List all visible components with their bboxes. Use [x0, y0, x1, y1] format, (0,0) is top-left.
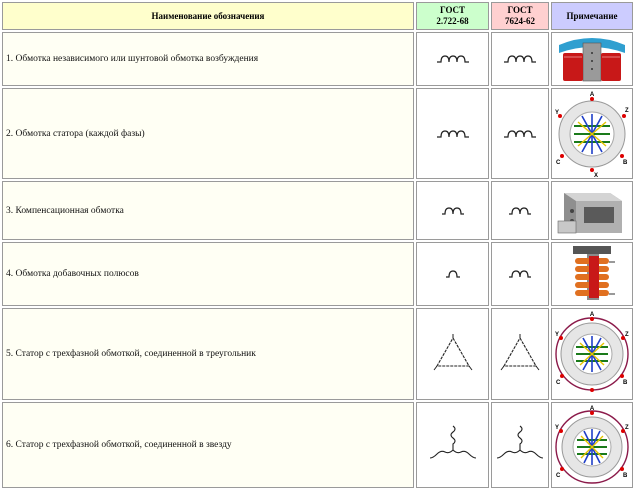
- delta-connection-icon: [433, 334, 473, 374]
- symbol-gost-7624: [491, 181, 549, 240]
- terminal-label: C: [556, 473, 561, 479]
- symbol-gost-7624: [491, 308, 549, 400]
- coil-1-arc-icon: [445, 268, 461, 280]
- table-row: [2, 242, 633, 306]
- stator-delta-illustration: [552, 310, 632, 398]
- terminal-label: B: [623, 159, 628, 166]
- coil-3-arcs-icon: [503, 53, 537, 65]
- star-connection-icon: [496, 424, 544, 466]
- field-pole-illustration: [555, 33, 629, 85]
- note-illustration: [551, 32, 633, 86]
- symbol-gost-7624: [491, 242, 549, 306]
- terminal-label: B: [623, 473, 628, 479]
- header-note-cell: [551, 2, 633, 30]
- terminal-label: Z: [625, 107, 629, 114]
- table-row: [2, 181, 633, 240]
- stator-winding-illustration: [552, 90, 632, 178]
- terminal-label: Y: [555, 109, 560, 116]
- coil-3-arcs-icon: [436, 53, 470, 65]
- note-illustration: [551, 88, 633, 179]
- header-name: Наименование обозначения: [151, 10, 265, 21]
- terminal-label: A: [589, 312, 595, 318]
- note-illustration: [551, 242, 633, 306]
- header-gost2-line1: ГОСТ: [507, 5, 533, 15]
- terminal-label: B: [623, 380, 628, 386]
- star-connection-icon: [429, 424, 477, 466]
- header-gost2-line2: 7624-62: [505, 16, 535, 26]
- header-gost1-line2: 2.722-68: [436, 16, 469, 26]
- terminal-label: Y: [555, 425, 560, 431]
- table-row: [2, 308, 633, 400]
- row-name: 5. Статор с трехфазной обмоткой, соединенной в треугольник: [2, 308, 414, 400]
- header-gost1-line1: ГОСТ: [439, 5, 466, 15]
- header-gost1-cell: [416, 2, 489, 30]
- terminal-label: Z: [625, 425, 629, 431]
- note-illustration: [551, 308, 633, 400]
- terminal-label: X: [593, 172, 599, 178]
- table-header-row: [2, 2, 633, 30]
- delta-connection-icon: [500, 334, 540, 374]
- symbol-gost-7624: [491, 32, 549, 86]
- coil-2-arcs-icon: [508, 205, 532, 217]
- terminal-label: Y: [555, 332, 560, 338]
- compensating-winding-illustration: [554, 183, 630, 239]
- header-gost2-cell: [491, 2, 549, 30]
- header-note: Примечание: [566, 10, 618, 21]
- symbol-gost-7624: [491, 88, 549, 179]
- coil-2-arcs-icon: [441, 205, 465, 217]
- note-illustration: [551, 181, 633, 240]
- row-name: 6. Статор с трехфазной обмоткой, соединенной в звезду: [2, 402, 414, 488]
- row-name: 4. Обмотка добавочных полюсов: [2, 242, 414, 306]
- table-row: [2, 402, 633, 488]
- row-name: 1. Обмотка независимого или шунтовой обмотка возбуждения: [2, 32, 414, 86]
- symbol-gost-2722: [416, 402, 489, 488]
- terminal-label: A: [589, 406, 595, 412]
- terminal-label: C: [556, 159, 561, 166]
- symbol-gost-2722: [416, 181, 489, 240]
- stator-star-illustration: [552, 403, 632, 487]
- table-row: [2, 32, 633, 86]
- symbol-gost-2722: [416, 32, 489, 86]
- symbol-gost-2722: [416, 242, 489, 306]
- symbol-gost-7624: [491, 402, 549, 488]
- coil-2-arcs-icon: [508, 268, 532, 280]
- note-illustration: [551, 402, 633, 488]
- auxiliary-pole-illustration: [567, 244, 617, 304]
- coil-3-arcs-icon: [503, 128, 537, 140]
- symbol-gost-2722: [416, 308, 489, 400]
- row-name: 2. Обмотка статора (каждой фазы): [2, 88, 414, 179]
- terminal-label: C: [556, 380, 561, 386]
- row-name: 3. Компенсационная обмотка: [2, 181, 414, 240]
- symbol-gost-2722: [416, 88, 489, 179]
- header-name-cell: [2, 2, 414, 30]
- terminal-label: A: [589, 91, 595, 98]
- table-row: [2, 88, 633, 179]
- coil-3-arcs-icon: [436, 128, 470, 140]
- terminal-label: Z: [625, 332, 629, 338]
